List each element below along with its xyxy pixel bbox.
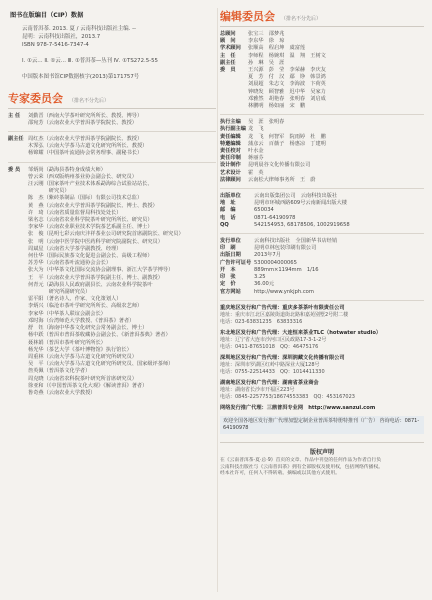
info-row bbox=[220, 141, 424, 148]
editorial-role-label bbox=[220, 103, 248, 110]
copyright-line: 经本社许可，任何人不得转载、摘编或以其他方式使用。 bbox=[220, 471, 340, 477]
copyright-title: 版权声明 bbox=[309, 449, 334, 457]
staff-names: 蒲彦云 百薇子 杨惠凉 丁建明 bbox=[248, 140, 326, 147]
distribution-title: 重庆地区发行和广告代理：重庆多茶茶叶有限责任公司 bbox=[220, 304, 345, 311]
staff-names: 蒋丽芬 bbox=[248, 155, 264, 162]
editorial-role-names: 邓雅然 胡艳春 张明春 刘启成 bbox=[248, 95, 326, 102]
expert-name: 李家华（中华茶人联谊会副会长） bbox=[28, 310, 106, 317]
info-row bbox=[220, 45, 424, 52]
printing-value: 云南科技出版社 全国新华书店经销 bbox=[254, 238, 338, 245]
staff-role-label: 设计制作 bbox=[220, 162, 241, 169]
expert-name: 曾云荣（西双版纳州茶业协会副会长、研究员） bbox=[28, 173, 137, 180]
experts-title: 专家委员会 bbox=[8, 91, 63, 105]
divider bbox=[8, 162, 216, 163]
info-row bbox=[220, 60, 424, 67]
staff-names: 龙 飞 bbox=[248, 126, 264, 133]
expert-names bbox=[28, 167, 216, 398]
expert-name: 聂林娟（普洱市茶叶研究所所长） bbox=[28, 339, 106, 346]
info-row bbox=[220, 96, 424, 103]
cip-classification: Ⅰ. ①云… Ⅱ. ①云… Ⅲ. ①普洱茶—丛刊 Ⅳ. ①TS272.5-55 bbox=[22, 57, 158, 64]
expert-name: 杨光华（茶艺大学《茶叶博物馆》执行馆长） bbox=[28, 346, 132, 353]
divider bbox=[220, 188, 424, 189]
staff-role-label: 法律顾问 bbox=[220, 176, 241, 183]
copyright-line: 在《云南普洱茶·夏·总·9》首页的文章、作品中刊登的任何作品为作者自行负 bbox=[220, 458, 382, 464]
printing-value: 36.00元 bbox=[254, 281, 275, 288]
editorial-role-names: 张宝三 邵梦兆 bbox=[248, 31, 285, 37]
recruitment-banner: 欢迎全国各地区发行推广代理加盟定制企业普洱茶特册特推刊（广告） 咨询电话：0871-64190978 bbox=[220, 416, 424, 434]
distribution-line: 地址：辽宁省大连市沙河口区民政路17-3-1-2号 bbox=[220, 337, 327, 344]
info-row bbox=[220, 162, 424, 169]
editorial-roles bbox=[220, 31, 424, 110]
expert-name: 周红杰（云南农业大学普洱茶学院副院长、教授） bbox=[28, 136, 143, 143]
expert-role-label: 委 员 bbox=[8, 166, 21, 173]
editorial-role-names: 李师程 杨婉琪 温 翔 王树文 bbox=[248, 52, 326, 59]
printing-value: 3.25 bbox=[254, 274, 266, 281]
editorial-role-label: 总顾问 bbox=[220, 31, 236, 37]
expert-name: 刘勤晋（西南大学茶叶研究所所长、教授、博导） bbox=[28, 112, 143, 119]
expert-name: 周克晓（云南省农科院茶叶研究所首席研究员） bbox=[28, 375, 137, 382]
expert-name: 周斌星（云南省大学茶学副教授、经理） bbox=[28, 245, 122, 252]
expert-name: 舒 钰（海南中华茶文化研究会常务副会长、博士） bbox=[28, 325, 148, 332]
expert-role-group bbox=[8, 136, 216, 158]
expert-name: 邓时海（台湾师范大学教授、《普洱茶》著者） bbox=[28, 317, 135, 324]
distribution-title: 深圳地区发行和广告代理：深圳润藏文化传播有限公司 bbox=[220, 354, 345, 361]
expert-name: 汪云刚（国家茶叶产业技术体系勐海综合试验站站长、 bbox=[28, 181, 153, 188]
info-row bbox=[220, 134, 424, 141]
info-row bbox=[220, 170, 424, 177]
expert-name: 詹英佩（普洱茶文化学者） bbox=[28, 368, 91, 375]
printing-label: 出版日期 bbox=[220, 252, 241, 259]
editorial-role-label bbox=[220, 74, 248, 81]
expert-role-group bbox=[8, 113, 216, 127]
distribution-line: 地址：深圳市罗湖区红岭中路深业大厦128号 bbox=[220, 362, 320, 369]
distribution-title: 网络发行推广代理：三鼎普洱专业网 http://www.sanzui.com bbox=[220, 404, 376, 411]
info-row bbox=[220, 81, 424, 88]
cip-lines bbox=[8, 25, 216, 50]
right-column bbox=[220, 8, 424, 592]
editorial-header bbox=[220, 8, 424, 27]
expert-role-label: 副主任 bbox=[8, 136, 24, 143]
info-row bbox=[220, 215, 424, 222]
info-row bbox=[220, 222, 424, 229]
staff-names: 云南松大律师事务所 王 蔚 bbox=[248, 176, 316, 183]
expert-name: 雷平阳（著名诗人、作家、文化策划人） bbox=[28, 296, 122, 303]
expert-names bbox=[28, 136, 216, 158]
editorial-role-names: 钟晓发 顾智雅 迟中华 吴家力 bbox=[248, 88, 326, 95]
experts-list bbox=[8, 113, 216, 398]
distribution-line: 地址：湖南省长沙市开福区223号 bbox=[220, 387, 295, 394]
divider bbox=[220, 300, 424, 301]
expert-name: 周重林（云南大学茶马古道文化研究所研究员） bbox=[28, 353, 137, 360]
editorial-role-names: 王兴源 彭 莹 李荣赫 李庆友 bbox=[248, 67, 326, 74]
distribution-block bbox=[220, 355, 424, 376]
publisher-value: 542154953, 68178506, 1002919658 bbox=[254, 221, 350, 228]
printing-info bbox=[220, 238, 424, 296]
expert-name: 邵宛芳（云南农业大学普洱茶学院院长、教授） bbox=[28, 119, 137, 126]
editorial-role-label: 顾 问 bbox=[220, 38, 236, 45]
staff-names: 昆明晨谷文化传播有限公司 bbox=[248, 162, 311, 169]
expert-name: 何青元（勐海县人民政府副县长、云南农业科学院茶叶 bbox=[28, 281, 153, 288]
editorial-role-names: 夏 芳 付 汉 鄢 铮 韩景鸿 bbox=[248, 74, 326, 81]
distribution-title: 湖南地区发行和广告代理：湖南省茶业商会 bbox=[220, 379, 319, 386]
distribution-block bbox=[220, 405, 424, 412]
info-row bbox=[220, 238, 424, 245]
staff-names: 吴 涯 张明春 bbox=[248, 119, 285, 126]
expert-name: 苏芳华（云南省茶叶流通协会会长） bbox=[28, 260, 112, 267]
info-row bbox=[220, 289, 424, 296]
copyright-line: 云南科技出版社与《云南普洱茶》拥有全部版权及使用权，包括网络传播权。 bbox=[220, 464, 384, 470]
expert-names bbox=[28, 113, 216, 127]
expert-name: 邹炳尚（勐海县茶特身成绩大师） bbox=[28, 166, 106, 173]
expert-name: 研究员） bbox=[28, 188, 70, 195]
info-row bbox=[220, 245, 424, 252]
column-divider bbox=[217, 8, 218, 592]
expert-name: 张 俊（昆明七彩云南庆沣祥茶业公司研究院首席副院长、研究员） bbox=[28, 231, 184, 238]
publisher-value: 昆明市环城西路609号云南新闻出版大楼 bbox=[254, 200, 347, 207]
printing-label: 广告许可证号 bbox=[220, 259, 252, 266]
editorial-role-label: 委 员 bbox=[220, 67, 236, 74]
staff-names: 叶水金 bbox=[248, 148, 264, 155]
publisher-label: 出版单位 bbox=[220, 193, 241, 200]
copyright-notice bbox=[220, 442, 424, 478]
expert-name: 研究所副研究员） bbox=[28, 289, 91, 296]
editorial-staff bbox=[220, 119, 424, 184]
printing-label: 印 刷 bbox=[220, 245, 236, 252]
distribution-block bbox=[220, 380, 424, 401]
distribution-line: 电话：0755-22514433 QQ：1014411330 bbox=[220, 368, 325, 375]
info-row bbox=[220, 281, 424, 288]
staff-role-label: 执行副主编 bbox=[220, 126, 246, 133]
expert-name: 杨锦耀（中国茶叶流通协会常务理事、副秘书长） bbox=[28, 150, 143, 157]
expert-name: 许 琦（云南省质量监督局科技处处长） bbox=[28, 209, 122, 216]
editorial-role-names: 林鹏明 杨如丽 宋 鹏 bbox=[248, 103, 306, 110]
editorial-role-names: 刘晨超 朱志文 李海波 卞荷英 bbox=[248, 81, 326, 88]
publisher-value: 650034 bbox=[254, 207, 274, 214]
distribution-line: 电话：023-63831235 63833316 bbox=[220, 318, 303, 325]
cip-line: 云南普洱茶. 2013. 夏 / 云南科技出版社主编. -- bbox=[22, 26, 136, 32]
expert-name: 黄 燕（云南农业大学普洱茶学院副院长、博士、教授） bbox=[28, 202, 158, 209]
expert-role-label: 主 任 bbox=[8, 112, 21, 119]
left-column bbox=[8, 8, 216, 592]
publisher-label: 电 话 bbox=[220, 214, 236, 221]
expert-name: 杨中跃（普洱市普洱茶收藏协会副会长、《新普洱茶典》著者） bbox=[28, 332, 171, 339]
info-row bbox=[220, 274, 424, 281]
printing-label: 发行单位 bbox=[220, 238, 241, 245]
editorial-title: 编辑委员会 bbox=[220, 10, 275, 23]
expert-role-group bbox=[8, 167, 216, 398]
divider bbox=[220, 114, 424, 115]
editorial-role-names: 张顺高 程启坤 虞富莲 bbox=[248, 45, 306, 52]
editorial-role-names: 孙 琳 吴 涯 bbox=[248, 59, 285, 66]
staff-role-label: 艺术设计 bbox=[220, 169, 241, 176]
expert-name: 梁名志（云南省农业科学院茶叶研究所所长、研究员） bbox=[28, 217, 153, 224]
cip-record-id: 中国版本图书馆CIP数据核字(2013)第171757号 bbox=[22, 73, 140, 80]
distribution-line: 地址：重庆市江北区嘉陵街道街北路和嘉苑别墅2号附二楼 bbox=[220, 312, 349, 319]
editorial-role-label bbox=[220, 81, 248, 88]
info-row bbox=[220, 260, 424, 267]
expert-name: 张大为（中华茶文化国际交流协会副理事、浙江大学茶学博导） bbox=[28, 267, 174, 274]
info-row bbox=[220, 177, 424, 184]
publisher-label: 邮 编 bbox=[220, 207, 236, 214]
info-row bbox=[220, 267, 424, 274]
printing-value: 昆明卓林包装印刷有限公司 bbox=[254, 245, 317, 252]
expert-name: 李炳兴（临沧市茶叶学研究所所长、高级农艺师） bbox=[28, 303, 143, 310]
experts-subtitle: （排名不分先后） bbox=[69, 97, 110, 104]
info-row bbox=[220, 252, 424, 259]
cip-line: 昆明：云南科技出版社，2013.7 bbox=[22, 34, 101, 41]
distribution-title: 东北地区发行和广告代理：大连恒来茶业TLC（hotwater studio） bbox=[220, 329, 382, 336]
printing-value: http://www.ynkjph.com bbox=[254, 288, 314, 295]
expert-name: 李家华（云南农业职业技术学院茶艺系副主任、博士） bbox=[28, 224, 153, 231]
printing-label: 定 价 bbox=[220, 281, 236, 288]
distribution-line: 电话：0411-87651018 QQ：46475176 bbox=[220, 343, 319, 350]
editorial-role-label: 主 任 bbox=[220, 52, 236, 59]
publisher-label: QQ bbox=[220, 221, 229, 228]
distribution-line: 电话：0845-2257753/18674553383 QQ：453167023 bbox=[220, 393, 355, 400]
editorial-role-names: 李东华 徐 琼 bbox=[248, 38, 285, 45]
staff-role-label: 执行主编 bbox=[220, 119, 241, 126]
cip-title: 图书在版编目（CIP）数据 bbox=[10, 12, 84, 19]
staff-role-label: 特邀编辑 bbox=[220, 140, 241, 147]
staff-role-label: 责任校对 bbox=[220, 148, 241, 155]
printing-value: 5300004000065 bbox=[254, 259, 297, 266]
publisher-value: 云南出版集团公司 云南科技出版社 bbox=[254, 193, 338, 200]
expert-name: 木霁弘（云南大学茶马古道文化研究所所长、教授） bbox=[28, 143, 148, 150]
expert-name: 何仕华（国际民族茶文化促进会副会长、高级工程师） bbox=[28, 253, 153, 260]
info-row bbox=[220, 53, 424, 60]
printing-label: 印 张 bbox=[220, 274, 236, 281]
expert-name: 张 明（云南中医学院中医药科学研究院副院长、研究员） bbox=[28, 238, 163, 245]
publisher-info bbox=[220, 193, 424, 229]
divider bbox=[220, 233, 424, 234]
staff-role-label: 责任编辑 bbox=[220, 133, 241, 140]
distribution-list bbox=[220, 305, 424, 412]
copyright-lines bbox=[220, 458, 424, 478]
staff-names: 龙 飞 何智军 院雨婷 杜 鹏 bbox=[248, 133, 326, 140]
editorial-role-label bbox=[220, 89, 248, 96]
expert-name: 陈 杰（紫砖茶制品（国际）有限公司技术总监） bbox=[28, 195, 143, 202]
expert-name: 王 平（云南农业大学普洱茶学院副主任、博士、副教授） bbox=[28, 274, 163, 281]
info-row bbox=[220, 126, 424, 133]
editorial-subtitle: （排名不分先后） bbox=[281, 16, 322, 22]
info-row bbox=[220, 89, 424, 96]
info-row bbox=[220, 200, 424, 207]
expert-name: 吴 平（云南大学茶马古道文化研究所研究员、国家级评茶师） bbox=[28, 361, 174, 368]
publisher-label: 地 址 bbox=[220, 200, 236, 207]
editorial-role-label: 副主任 bbox=[220, 59, 236, 66]
divider bbox=[8, 131, 216, 132]
printing-value: 889mm×1194mm 1/16 bbox=[254, 266, 319, 273]
staff-role-label: 责任印制 bbox=[220, 155, 241, 162]
editorial-role-label bbox=[220, 96, 248, 103]
expert-name: 鲁奇燕（云南农业大学教授） bbox=[28, 389, 96, 396]
editorial-role-label: 学术顾问 bbox=[220, 45, 241, 52]
info-row bbox=[220, 103, 424, 110]
distribution-block bbox=[220, 305, 424, 326]
printing-label: 官方网站 bbox=[220, 288, 241, 295]
distribution-block bbox=[220, 330, 424, 351]
info-row bbox=[220, 207, 424, 214]
publisher-value: 0871-64190978 bbox=[254, 214, 296, 221]
staff-names: 霍 英 bbox=[248, 169, 264, 176]
printing-value: 2013年7月 bbox=[254, 252, 281, 259]
experts-header bbox=[8, 90, 216, 109]
expert-name: 徐亚和（《中国普洱茶文化大观》《解读普洱》著者） bbox=[28, 382, 148, 389]
printing-label: 开 本 bbox=[220, 266, 236, 273]
cip-line: ISBN 978-7-5416-7347-4 bbox=[22, 42, 89, 49]
